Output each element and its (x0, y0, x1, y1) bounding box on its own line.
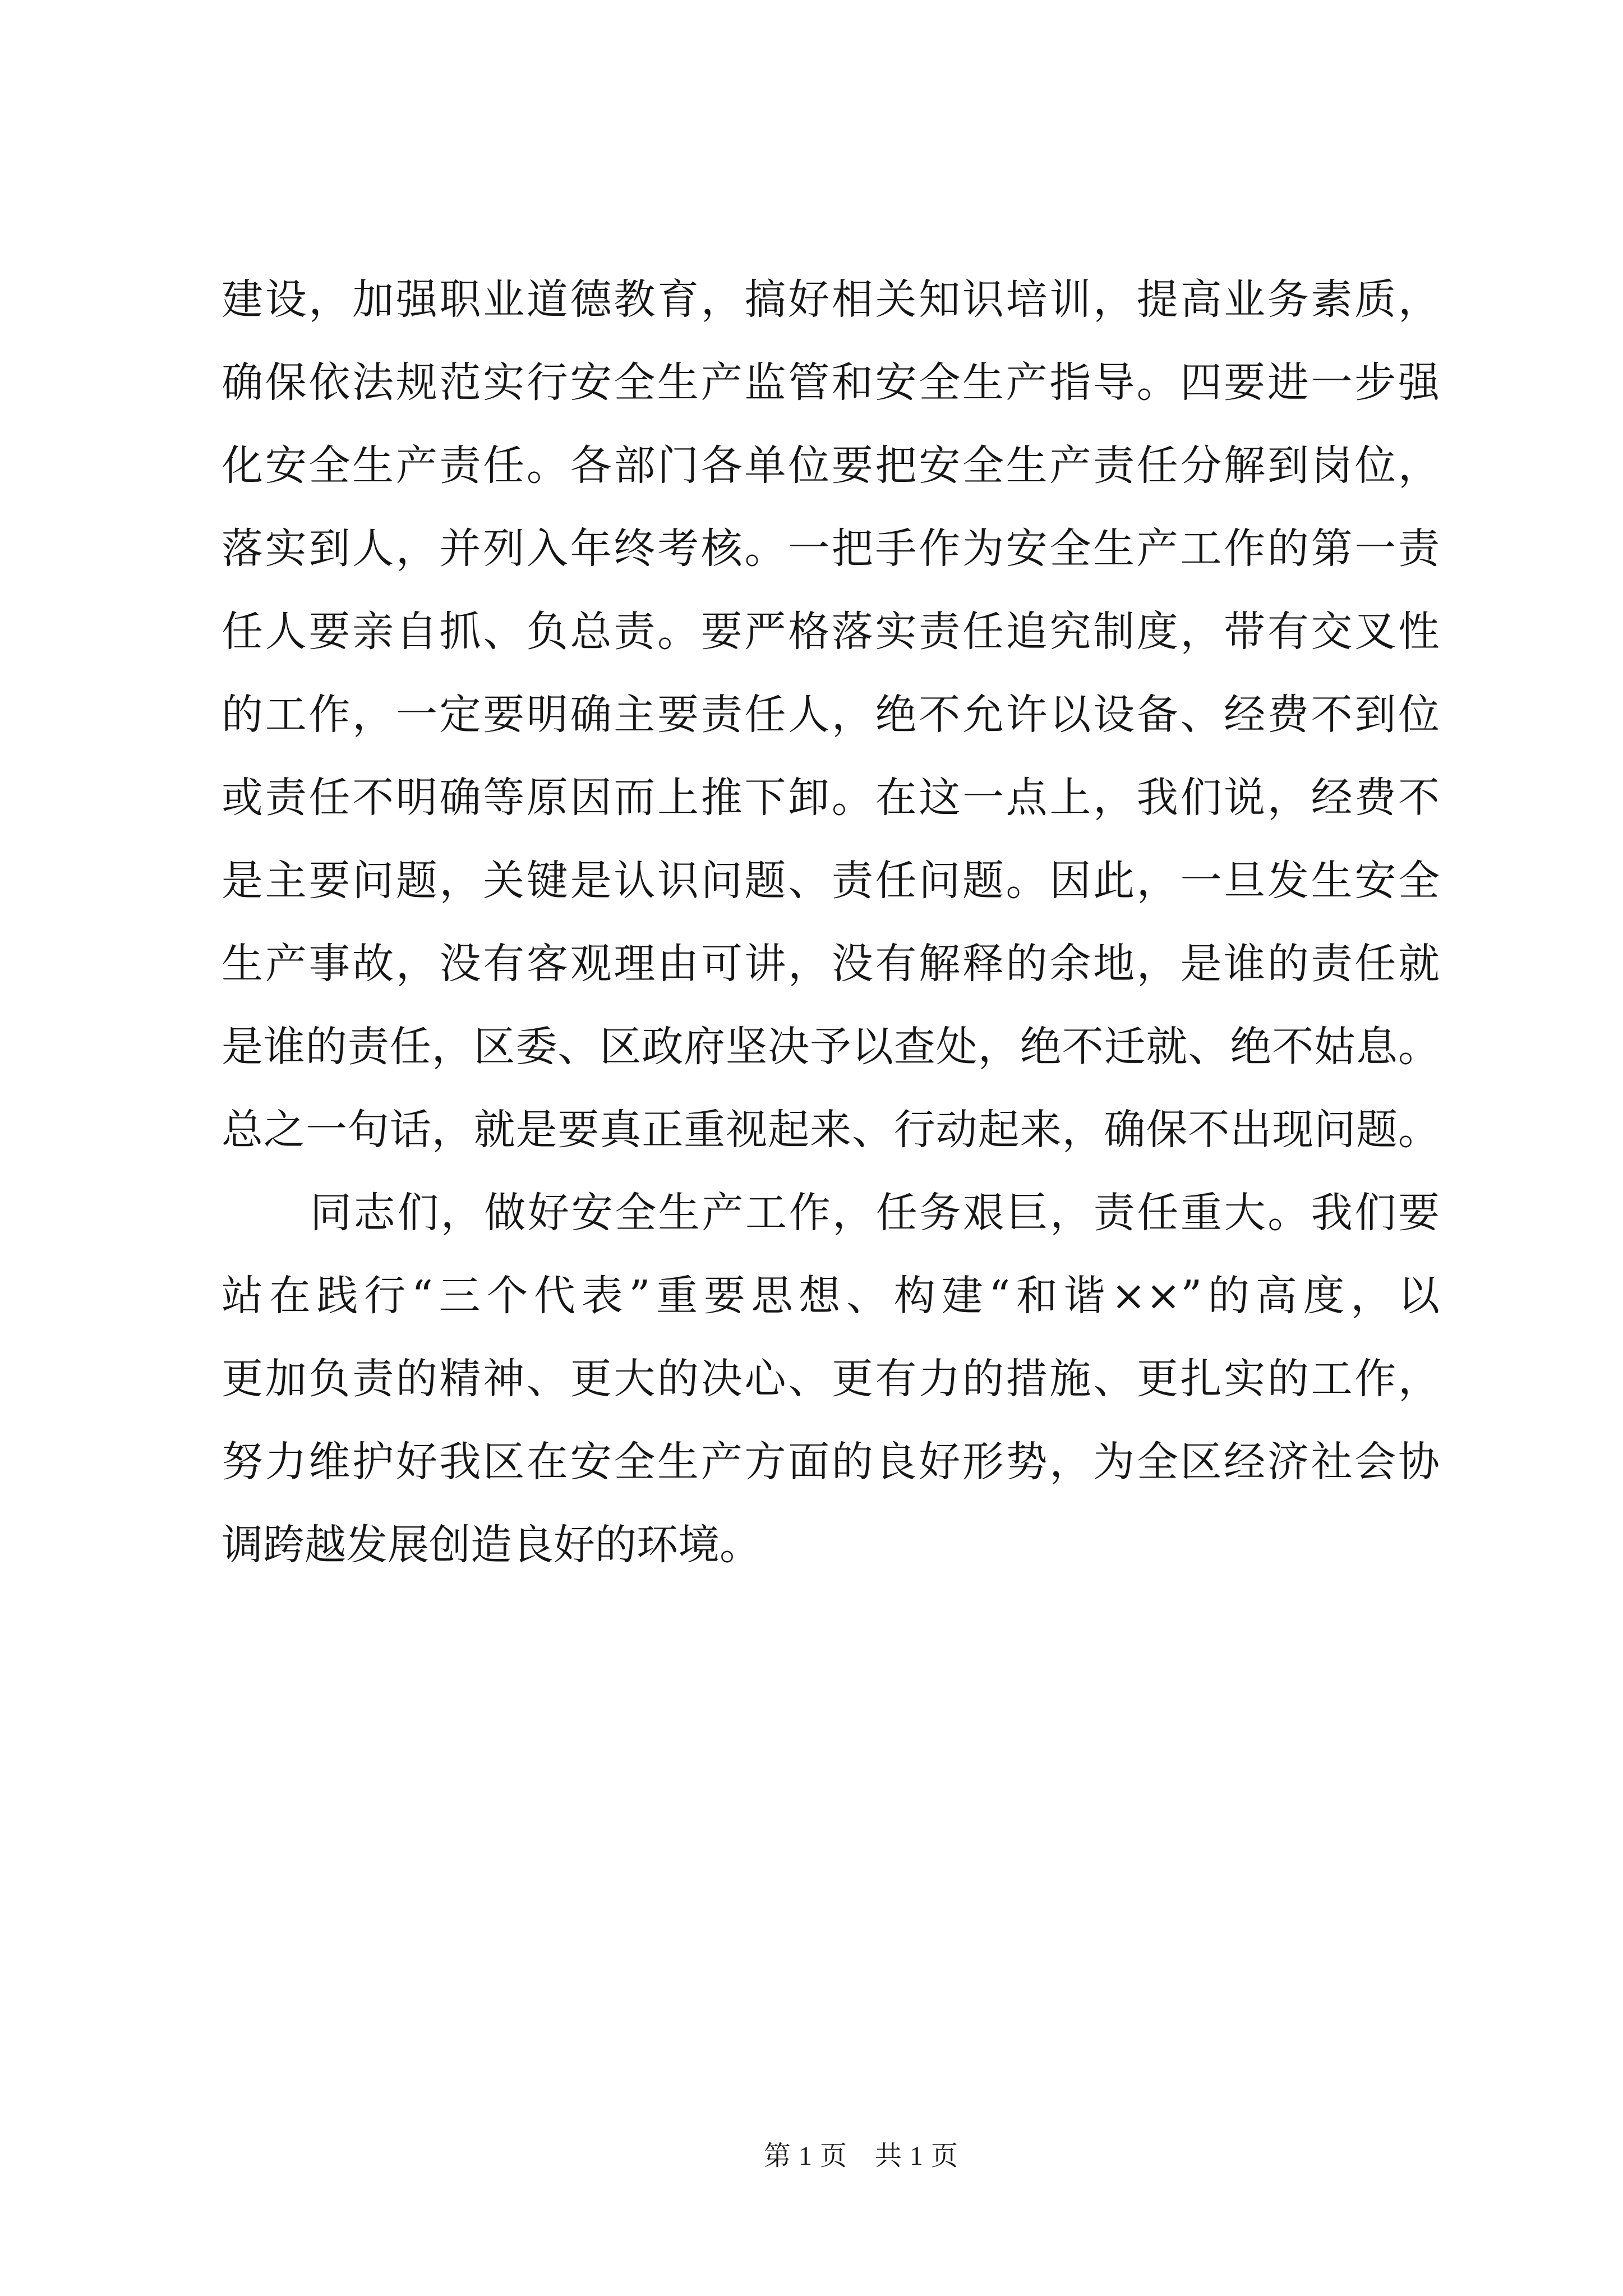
paragraph (222, 258, 1440, 1171)
text-line-last: 调跨越发展创造良好的环境。 (222, 1521, 761, 1569)
footer-total-pages: 1 (910, 2141, 924, 2171)
footer-current-page: 1 (799, 2141, 813, 2171)
footer-current-suffix: 页 (820, 2141, 847, 2171)
footer-total-prefix: 共 (875, 2141, 902, 2171)
text-line: 生产事故，没有客观理由可讲，没有解释的余地，是谁的责任就 (222, 940, 1440, 988)
paragraph (222, 1171, 1440, 1586)
text-line: 或责任不明确等原因而上推下卸。在这一点上，我们说，经费不 (222, 774, 1440, 822)
text-line: 任人要亲自抓、负总责。要严格落实责任追究制度，带有交叉性 (222, 608, 1440, 656)
document-body (222, 258, 1440, 1586)
text-line: 更加负责的精神、更大的决心、更有力的措施、更扎实的工作， (222, 1355, 1440, 1403)
page-footer (764, 2138, 958, 2174)
text-line: 化安全生产责任。各部门各单位要把安全生产责任分解到岗位， (222, 441, 1440, 490)
text-line: 的工作，一定要明确主要责任人，绝不允许以设备、经费不到位 (222, 691, 1440, 739)
text-line: 建设，加强职业道德教育，搞好相关知识培训，提高业务素质， (222, 275, 1440, 324)
text-line: 总之一句话，就是要真正重视起来、行动起来，确保不出现问题。 (222, 1106, 1440, 1154)
text-line-first: 同志们，做好安全生产工作，任务艰巨，责任重大。我们要 (310, 1189, 1440, 1237)
text-line: 是主要问题，关键是认识问题、责任问题。因此，一旦发生安全 (222, 857, 1440, 905)
footer-total-suffix: 页 (931, 2141, 958, 2171)
text-line: 站在践行“三个代表”重要思想、构建“和谐××”的高度，以 (222, 1272, 1440, 1320)
footer-current-prefix: 第 (764, 2141, 791, 2171)
text-line: 努力维护好我区在安全生产方面的良好形势，为全区经济社会协 (222, 1438, 1440, 1486)
text-line: 确保依法规范实行安全生产监管和安全生产指导。四要进一步强 (222, 358, 1440, 407)
text-line: 落实到人，并列入年终考核。一把手作为安全生产工作的第一责 (222, 524, 1440, 573)
text-line: 是谁的责任，区委、区政府坚决予以查处，绝不迁就、绝不姑息。 (222, 1023, 1440, 1071)
